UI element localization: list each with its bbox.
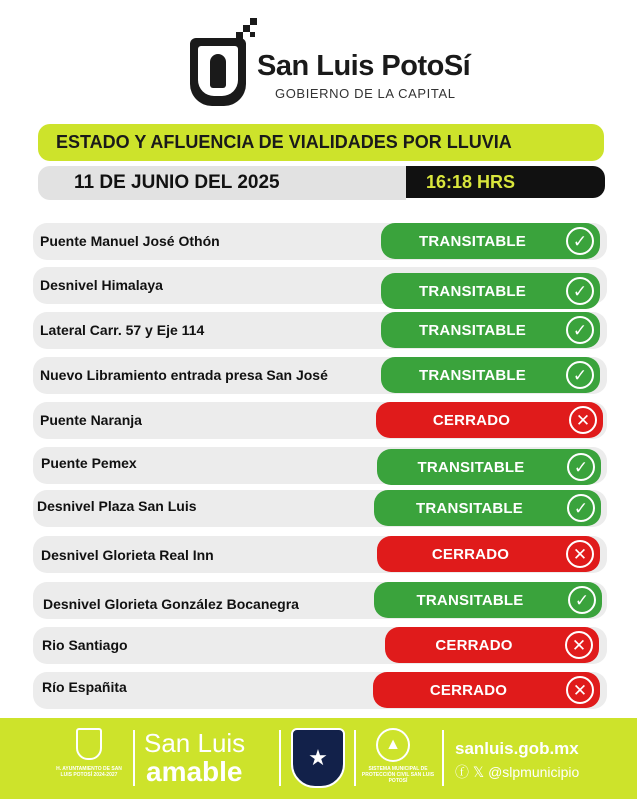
check-circle-icon: ✓	[567, 494, 595, 522]
status-label: CERRADO	[431, 545, 510, 563]
road-row	[33, 447, 607, 484]
time-bar	[406, 166, 605, 198]
road-name: Nuevo Libramiento entrada presa San José	[40, 367, 328, 383]
status-label: TRANSITABLE	[416, 591, 524, 609]
report-date: 11 DE JUNIO DEL 2025	[74, 172, 280, 193]
status-label: TRANSITABLE	[419, 321, 526, 339]
social-handle[interactable]	[455, 762, 579, 782]
road-row	[33, 672, 607, 709]
status-badge	[376, 402, 603, 438]
road-name: Desnivel Glorieta González Bocanegra	[43, 596, 299, 612]
road-name: Rio Santiago	[42, 637, 128, 653]
road-row	[33, 536, 607, 573]
status-badge	[377, 449, 601, 485]
pixel-decoration	[250, 18, 257, 25]
status-label: TRANSITABLE	[419, 366, 526, 384]
status-badge	[381, 273, 600, 309]
ayuntamiento-crest-icon	[76, 728, 102, 760]
pixel-decoration	[250, 32, 255, 37]
website-link[interactable]: sanluis.gob.mx	[455, 739, 579, 758]
status-badge	[381, 312, 600, 348]
road-name: Puente Pemex	[41, 455, 137, 471]
status-label: TRANSITABLE	[416, 499, 523, 517]
x-circle-icon: ✕	[566, 540, 594, 568]
header	[0, 0, 637, 118]
footer-divider	[279, 730, 281, 786]
road-row	[33, 402, 607, 439]
status-badge	[381, 357, 600, 393]
road-row	[33, 267, 607, 304]
road-row	[33, 223, 607, 260]
check-circle-icon: ✓	[566, 277, 594, 305]
status-label: TRANSITABLE	[419, 282, 526, 300]
status-label: TRANSITABLE	[419, 232, 526, 250]
road-name: Desnivel Glorieta Real Inn	[41, 547, 214, 563]
civil-protection-label: SISTEMA MUNICIPAL DE PROTECCIÓN CIVIL SAN LUIS POTOSÍ	[361, 766, 435, 784]
x-icon: 𝕏	[472, 764, 485, 780]
check-circle-icon: ✓	[567, 453, 595, 481]
check-circle-icon: ✓	[566, 227, 594, 255]
check-circle-icon: ✓	[566, 316, 594, 344]
police-badge-icon: ★	[291, 728, 345, 788]
social-handle-text: @slpmunicipio	[488, 764, 580, 780]
road-name: Puente Manuel José Othón	[40, 233, 220, 249]
status-badge	[374, 490, 601, 526]
civil-protection-icon: ▲	[376, 728, 410, 762]
road-row	[33, 582, 607, 619]
road-name: Río Españita	[42, 679, 127, 695]
date-bar	[38, 166, 406, 200]
facebook-icon: ⓕ	[455, 764, 469, 780]
status-badge	[385, 627, 599, 663]
road-name: Lateral Carr. 57 y Eje 114	[40, 322, 205, 338]
status-label: CERRADO	[432, 411, 511, 429]
check-circle-icon: ✓	[568, 586, 596, 614]
status-label: CERRADO	[429, 681, 508, 699]
pixel-decoration	[236, 32, 243, 39]
slogan-top: San Luis	[144, 728, 246, 758]
status-badge	[381, 223, 600, 259]
status-label: TRANSITABLE	[417, 458, 525, 476]
pixel-decoration	[243, 25, 250, 32]
road-row	[33, 490, 607, 527]
footer-divider	[354, 730, 356, 786]
road-name: Puente Naranja	[40, 412, 142, 428]
road-row	[33, 312, 607, 349]
footer	[0, 718, 637, 799]
check-circle-icon: ✓	[566, 361, 594, 389]
report-time: 16:18 HRS	[426, 171, 516, 192]
slogan-bottom: amable	[146, 756, 243, 787]
brand-title: San Luis PotoSí	[257, 50, 471, 82]
status-badge	[374, 582, 602, 618]
road-name: Desnivel Himalaya	[40, 277, 163, 293]
footer-divider	[442, 730, 444, 786]
status-label: CERRADO	[435, 636, 513, 654]
road-row	[33, 357, 607, 394]
brand-subtitle: GOBIERNO DE LA CAPITAL	[275, 86, 456, 101]
road-name: Desnivel Plaza San Luis	[37, 498, 197, 514]
footer-divider	[133, 730, 135, 786]
report-title: ESTADO Y AFLUENCIA DE VIALIDADES POR LLUVIA	[56, 132, 512, 152]
status-badge	[373, 672, 600, 708]
x-circle-icon: ✕	[569, 406, 597, 434]
road-row	[33, 627, 607, 664]
report-title-bar	[38, 124, 604, 161]
x-circle-icon: ✕	[566, 676, 594, 704]
x-circle-icon: ✕	[565, 631, 593, 659]
ayuntamiento-label: H. AYUNTAMIENTO DE SAN LUIS POTOSÍ 2024-2027	[56, 766, 122, 778]
city-crest-icon	[190, 38, 246, 106]
status-badge	[377, 536, 600, 572]
